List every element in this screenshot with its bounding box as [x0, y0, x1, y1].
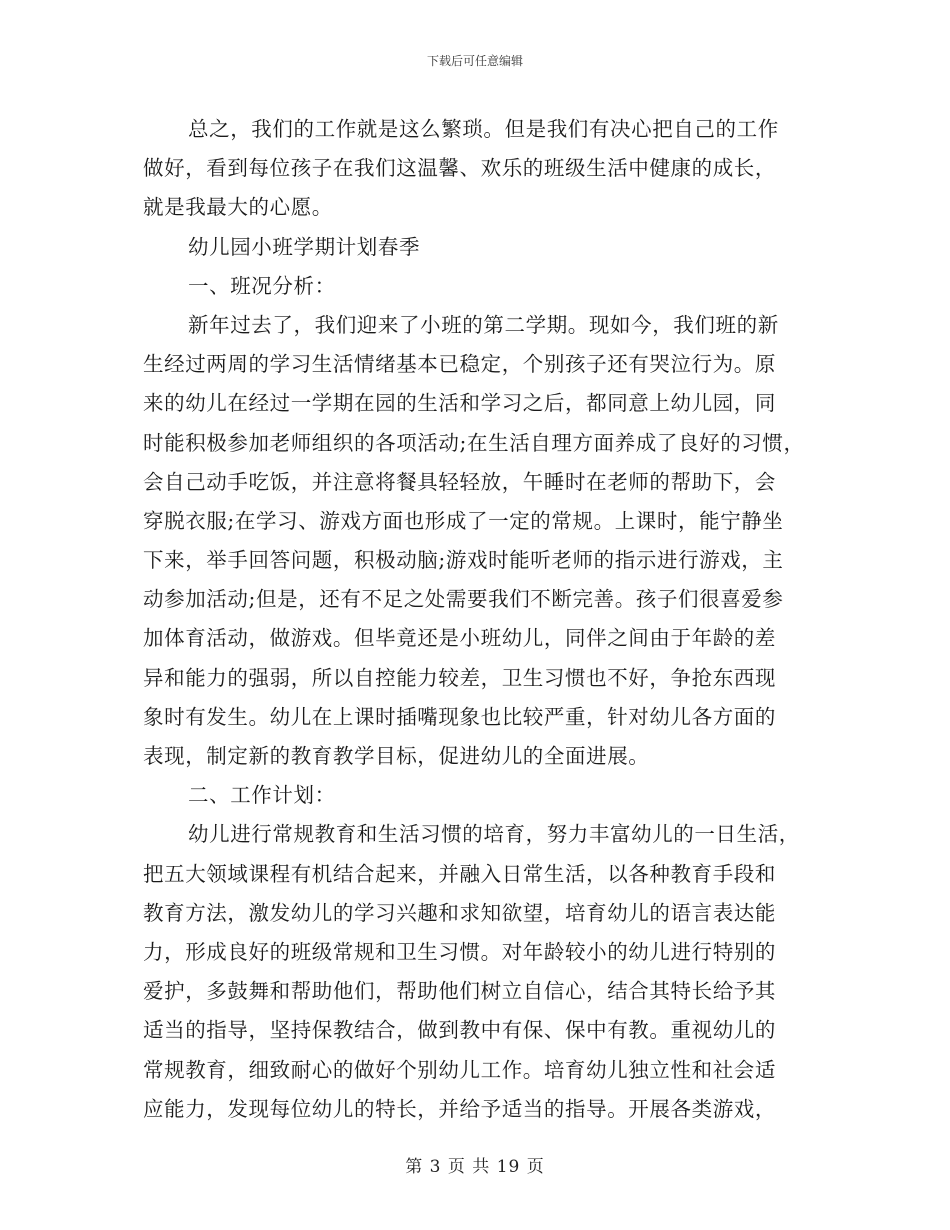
text-line: 异和能力的强弱，所以自控能力较差，卫生习惯也不好，争抢东西现	[143, 665, 776, 690]
text-line: 教育方法，激发幼儿的学习兴趣和求知欲望，培育幼儿的语言表达能	[143, 900, 776, 925]
text-line: 幼儿进行常规教育和生活习惯的培育，努力丰富幼儿的一日生活，	[188, 822, 800, 847]
text-line: 表现，制定新的教育教学目标，促进幼儿的全面进展。	[143, 744, 650, 768]
page-header: 下载后可任意编辑	[426, 54, 523, 68]
text-line: 象时有发生。幼儿在上课时插嘴现象也比较严重，针对幼儿各方面的	[143, 704, 776, 729]
text-line: 时能积极参加老师组织的各项活动;在生活自理方面养成了良好的习惯，	[143, 430, 805, 455]
text-line: 动参加活动;但是，还有不足之处需要我们不断完善。孩子们很喜爱参	[143, 587, 784, 612]
text-line: 新年过去了，我们迎来了小班的第二学期。现如今，我们班的新	[188, 312, 779, 337]
text-line: 来的幼儿在经过一学期在园的生活和学习之后，都同意上幼儿园，同	[143, 391, 776, 416]
text-line: 生经过两周的学习生活情绪基本已稳定，个别孩子还有哭泣行为。原	[143, 352, 776, 377]
text-line: 适当的指导，坚持保教结合，做到教中有保、保中有教。重视幼儿的	[143, 1018, 776, 1043]
text-line: 爱护，多鼓舞和帮助他们，帮助他们树立自信心，结合其特长给予其	[143, 979, 776, 1004]
document-body	[143, 110, 815, 1129]
text-line: 做好，看到每位孩子在我们这温馨、欢乐的班级生活中健康的成长，	[143, 156, 776, 181]
text-line: 加体育活动，做游戏。但毕竟还是小班幼儿，同伴之间由于年龄的差	[143, 626, 776, 651]
text-line: 把五大领域课程有机结合起来，并融入日常生活，以各种教育手段和	[143, 861, 776, 886]
text-line: 会自己动手吃饭，并注意将餐具轻轻放，午睡时在老师的帮助下，会	[143, 469, 776, 494]
text-line: 常规教育，细致耐心的做好个别幼儿工作。培育幼儿独立性和社会适	[143, 1057, 776, 1082]
text-line: 力，形成良好的班级常规和卫生习惯。对年龄较小的幼儿进行特别的	[143, 939, 776, 964]
text-line: 幼儿园小班学期计划春季	[188, 234, 421, 259]
text-line: 二、工作计划：	[188, 783, 336, 808]
text-line: 一、班况分析：	[188, 273, 336, 298]
text-line: 穿脱衣服;在学习、游戏方面也形成了一定的常规。上课时，能宁静坐	[143, 508, 784, 533]
text-line: 总之，我们的工作就是这么繁琐。但是我们有决心把自己的工作	[188, 117, 779, 141]
text-line: 就是我最大的心愿。	[143, 195, 333, 220]
page-number: 第 3 页 共 19 页	[405, 1157, 545, 1177]
text-line: 应能力，发现每位幼儿的特长，并给予适当的指导。开展各类游戏，	[143, 1096, 776, 1121]
text-line: 下来，举手回答问题，积极动脑;游戏时能听老师的指示进行游戏，主	[143, 548, 784, 573]
